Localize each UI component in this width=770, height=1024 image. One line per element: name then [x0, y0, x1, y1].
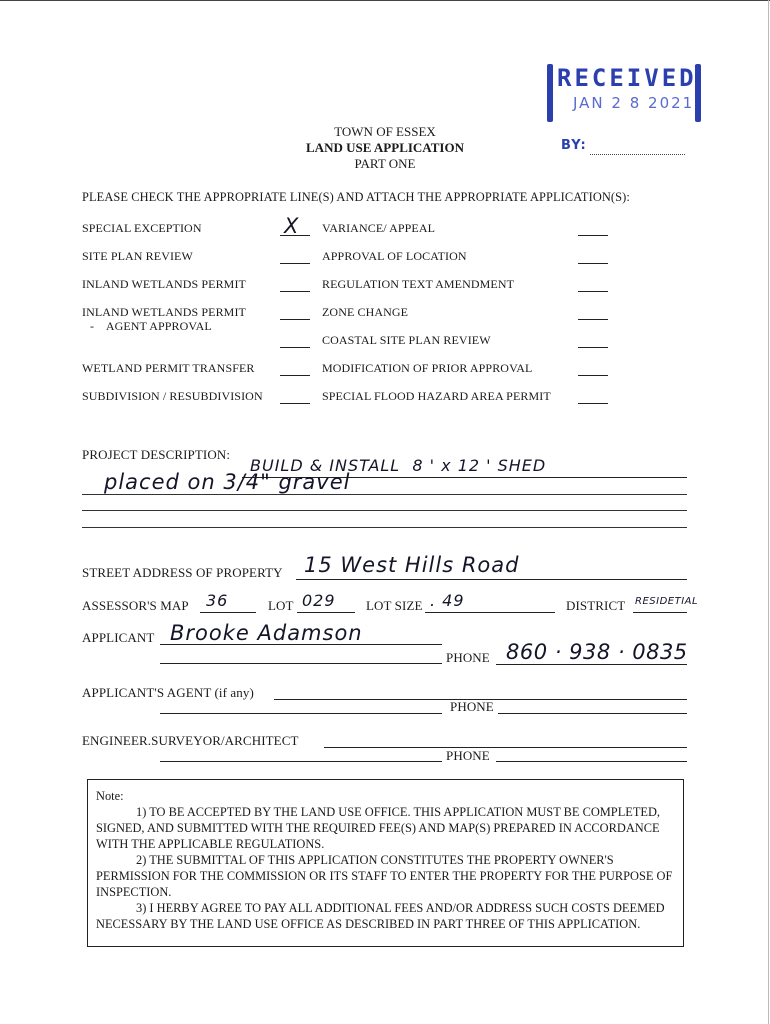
project-description-label: PROJECT DESCRIPTION: [82, 447, 231, 462]
checklist-left-mark-0: X [284, 214, 300, 238]
street-address-line[interactable] [296, 579, 687, 580]
checklist-left-sublabel-3: - AGENT APPROVAL [90, 319, 212, 333]
stamp-left-bar [547, 64, 553, 122]
form-title: LAND USE APPLICATION [306, 140, 464, 155]
checklist-left-blank-2[interactable] [280, 291, 310, 292]
agent-line-2[interactable] [160, 713, 442, 714]
engineer-phone-label: PHONE [446, 748, 490, 763]
checklist-left-label-6: SUBDIVISION / RESUBDIVISION [82, 389, 263, 403]
scan-right-edge [768, 0, 769, 1024]
street-address-value: 15 West Hills Road [304, 553, 520, 577]
district-value: RESIDETIAL [635, 596, 699, 607]
note-item-2: 2) THE SUBMITTAL OF THIS APPLICATION CONSTITUTES THE PROPERTY OWNER'S PERMISSION FOR THE COMMISSION OR ITS STAFF TO ENTER THE PROPERTY FOR THE PURPOSE OF INSPECTION. [96, 853, 673, 899]
checklist-right-label-2: REGULATION TEXT AMENDMENT [322, 277, 515, 291]
assessors-map-value: 36 [206, 591, 229, 610]
checklist-left-blank-1[interactable] [280, 263, 310, 264]
lot-size-value: . 49 [430, 591, 465, 610]
checklist-right-label-6: SPECIAL FLOOD HAZARD AREA PERMIT [322, 389, 551, 403]
checklist-right-label-5: MODIFICATION OF PRIOR APPROVAL [322, 361, 533, 375]
stamp-by-label: BY: [561, 138, 587, 153]
checklist-right-blank-6[interactable] [578, 403, 608, 404]
agent-phone-label: PHONE [450, 699, 494, 714]
checklist-right-blank-0[interactable] [578, 235, 608, 236]
checklist-right-blank-3[interactable] [578, 319, 608, 320]
note-item-1: 1) TO BE ACCEPTED BY THE LAND USE OFFICE. THIS APPLICATION MUST BE COMPLETED, SIGNED, AND SUBMITTED WITH THE REQUIRED FEE(S) AND MAP(S) PREPARED IN ACCORDANCE WITH THE APPLICABLE REGULATIONS. [96, 805, 661, 851]
project-description-line-4[interactable] [82, 527, 687, 528]
lot-size-line[interactable] [425, 612, 555, 613]
checklist-right-label-1: APPROVAL OF LOCATION [322, 249, 467, 263]
project-description-line-2[interactable] [82, 494, 687, 495]
checklist-right-label-4: COASTAL SITE PLAN REVIEW [322, 333, 491, 347]
form-part: PART ONE [354, 156, 416, 171]
lot-line[interactable] [297, 612, 355, 613]
project-description-line-3[interactable] [82, 510, 687, 511]
street-address-label: STREET ADDRESS OF PROPERTY [82, 565, 283, 580]
district-label: DISTRICT [566, 598, 626, 613]
checklist-left-label-2: INLAND WETLANDS PERMIT [82, 277, 246, 291]
assessors-map-label: ASSESSOR'S MAP [82, 598, 189, 613]
project-description-text-2: placed on 3/4" gravel [104, 470, 351, 494]
checklist-right-blank-4[interactable] [578, 347, 608, 348]
engineer-line-2[interactable] [160, 761, 442, 762]
applicant-value: Brooke Adamson [170, 621, 363, 645]
checklist-left-label-1: SITE PLAN REVIEW [82, 249, 193, 263]
project-description-text-1: BUILD & INSTALL 8 ' x 12 ' SHED [250, 456, 547, 475]
lot-label: LOT [268, 598, 294, 613]
stamp-date: JAN 2 8 2021 [573, 94, 695, 112]
checklist-right-label-0: VARIANCE/ APPEAL [322, 221, 436, 235]
stamp-title: RECEIVED [557, 64, 697, 92]
checklist-left-label-3: INLAND WETLANDS PERMIT [82, 305, 246, 319]
form-header [290, 124, 480, 172]
town-name: TOWN OF ESSEX [334, 124, 436, 139]
applicant-phone-line[interactable] [496, 664, 687, 665]
lot-value: 029 [302, 591, 336, 610]
agent-label: APPLICANT'S AGENT (if any) [82, 685, 254, 700]
note-box [87, 779, 684, 947]
scan-top-edge [0, 0, 770, 1]
check-instruction: PLEASE CHECK THE APPROPRIATE LINE(S) AND ATTACH THE APPROPRIATE APPLICATION(S): [82, 190, 630, 204]
district-line[interactable] [633, 612, 687, 613]
checklist-right-blank-1[interactable] [578, 263, 608, 264]
assessors-map-line[interactable] [200, 612, 256, 613]
checklist-left-blank-3[interactable] [280, 319, 310, 320]
checklist-left-label-0: SPECIAL EXCEPTION [82, 221, 202, 235]
lot-size-label: LOT SIZE [366, 598, 423, 613]
agent-phone-line[interactable] [498, 713, 687, 714]
applicant-phone-value: 860 · 938 · 0835 [506, 640, 688, 664]
checklist-right-blank-5[interactable] [578, 375, 608, 376]
checklist-right-blank-2[interactable] [578, 291, 608, 292]
stamp-by-line [590, 154, 685, 155]
note-heading: Note: [96, 789, 124, 803]
checklist-right-label-3: ZONE CHANGE [322, 305, 409, 319]
applicant-line-2[interactable] [160, 663, 442, 664]
checklist-left-label-5: WETLAND PERMIT TRANSFER [82, 361, 255, 375]
engineer-label: ENGINEER.SURVEYOR/ARCHITECT [82, 733, 299, 748]
received-stamp [547, 64, 701, 122]
applicant-phone-label: PHONE [446, 650, 490, 665]
checklist-left-blank-6[interactable] [280, 403, 310, 404]
applicant-label: APPLICANT [82, 630, 155, 645]
checklist-left-blank-4[interactable] [280, 347, 310, 348]
checklist-left-blank-5[interactable] [280, 375, 310, 376]
engineer-phone-line[interactable] [496, 761, 687, 762]
note-item-3: 3) I HERBY AGREE TO PAY ALL ADDITIONAL FEES AND/OR ADDRESS SUCH COSTS DEEMED NECESSARY BY THE LAND USE OFFICE AS DESCRIBED IN PART THREE OF THIS APPLICATION. [96, 901, 665, 931]
engineer-line[interactable] [324, 747, 687, 748]
